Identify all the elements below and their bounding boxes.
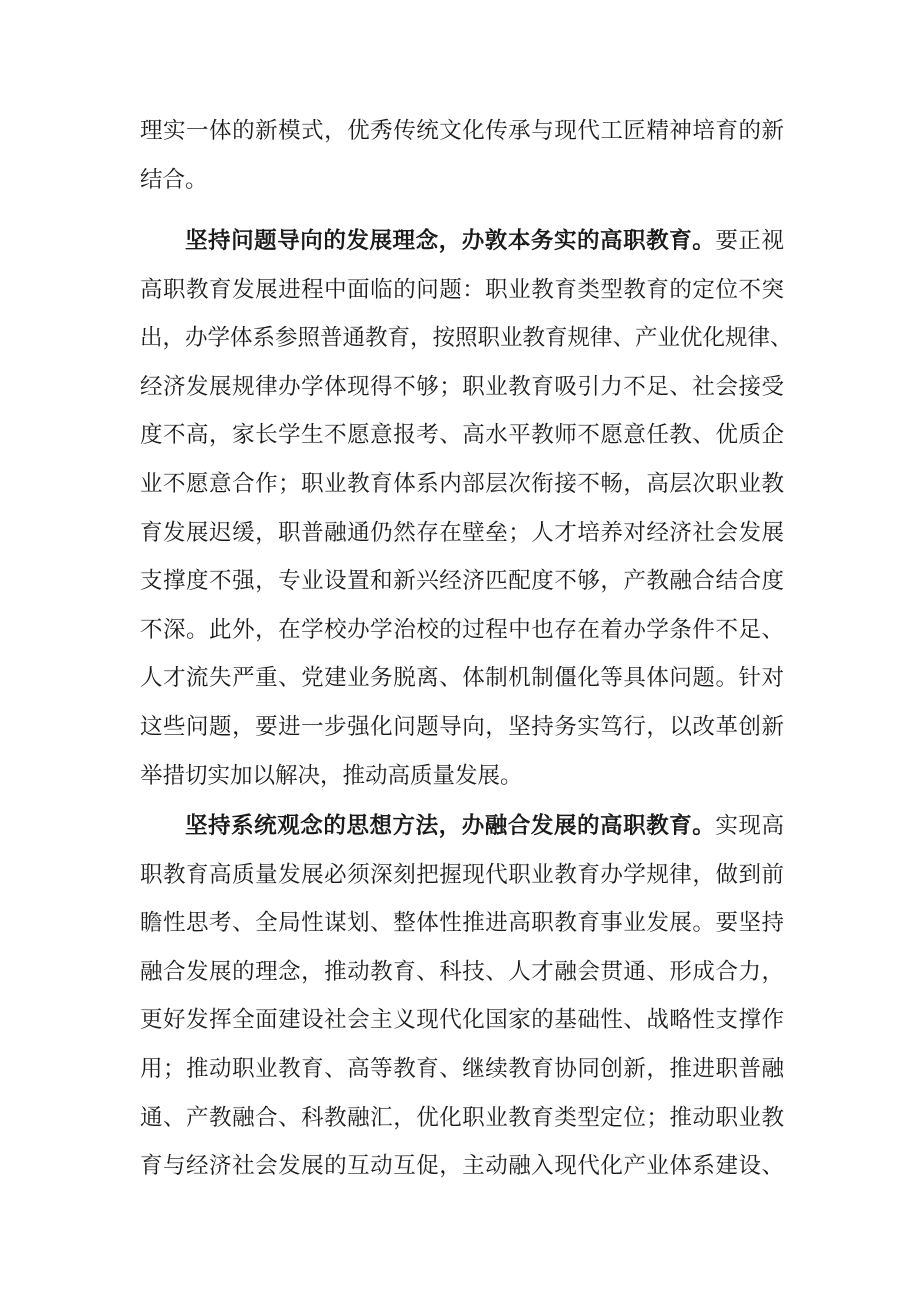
paragraph-heading: 坚持问题导向的发展理念，办敦本务实的高职教育。	[185, 228, 716, 254]
paragraph-first-line-rest: 实现高	[715, 813, 784, 839]
text-line: 理实一体的新模式，优秀传统文化传承与现代工匠精神培育的新	[140, 118, 784, 144]
paragraph-first-line	[140, 802, 784, 851]
text-line: 业不愿意合作；职业教育体系内部层次衔接不畅，高层次职业教	[140, 470, 784, 497]
text-line: 育与经济社会发展的互动互促，主动融入现代化产业体系建设、	[140, 1153, 784, 1180]
text-line: 支撑度不强，专业设置和新兴经济匹配度不够，产教融合结合度	[140, 568, 784, 595]
text-line: 举措切实加以解决，推动高质量发展。	[140, 762, 523, 789]
text-line: 育发展迟缓，职普融通仍然存在壁垒；人才培养对经济社会发展	[140, 519, 784, 546]
paragraph-problem-orientation	[140, 217, 793, 800]
paragraph-system-concept	[140, 802, 784, 1191]
text-line: 职教育高质量发展必须深刻把握现代职业教育办学规律，做到前	[140, 861, 784, 888]
text-line: 高职教育发展进程中面临的问题：职业教育类型教育的定位不突	[140, 276, 784, 303]
paragraph-heading: 坚持系统观念的思想方法，办融合发展的高职教育。	[185, 813, 716, 839]
text-line: 结合。	[140, 166, 208, 193]
text-line: 用；推动职业教育、高等教育、继续教育协同创新，推进职普融	[140, 1055, 784, 1082]
text-line: 融合发展的理念，推动教育、科技、人才融会贯通、形成合力，	[140, 958, 784, 985]
text-line: 不深。此外，在学校办学治校的过程中也存在着办学条件不足、	[140, 616, 784, 643]
text-line: 瞻性思考、全局性谋划、整体性推进高职教育事业发展。要坚持	[140, 910, 784, 937]
text-line: 出，办学体系参照普通教育，按照职业教育规律、产业优化规律、	[140, 325, 793, 352]
text-line: 度不高，家长学生不愿意报考、高水平教师不愿意任教、优质企	[140, 422, 784, 449]
text-line: 人才流失严重、党建业务脱离、体制机制僵化等具体问题。针对	[140, 665, 784, 692]
paragraph-continuation	[140, 107, 784, 204]
text-line: 更好发挥全面建设社会主义现代化国家的基础性、战略性支撑作	[140, 1007, 784, 1034]
text-line: 通、产教融合、科教融汇，优化职业教育类型定位；推动职业教	[140, 1104, 784, 1131]
text-line: 这些问题，要进一步强化问题导向，坚持务实笃行，以改革创新	[140, 713, 784, 740]
text-line: 经济发展规律办学体现得不够；职业教育吸引力不足、社会接受	[140, 373, 784, 400]
paragraph-first-line-rest: 要正视	[715, 228, 784, 254]
paragraph-first-line	[140, 217, 784, 266]
